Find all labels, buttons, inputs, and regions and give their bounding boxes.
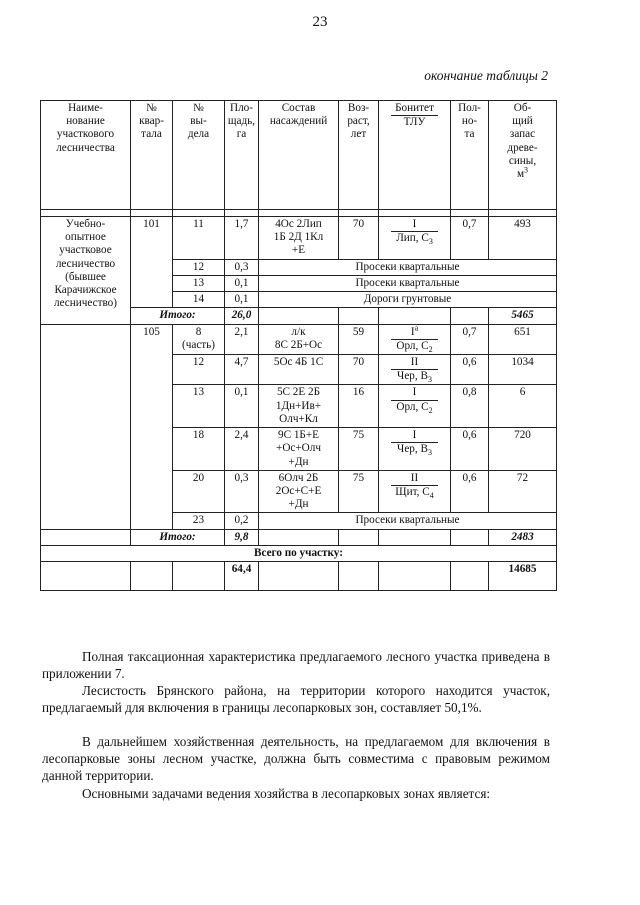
header-age: Воз- раст, лет <box>339 101 379 210</box>
table-row <box>41 324 557 354</box>
paragraph-1: Полная таксационная характеристика предлагаемого лесного участка приведена в приложении 7. <box>42 649 550 681</box>
stock-value: 493 <box>489 217 557 260</box>
land-note: Просеки квартальные <box>259 259 557 275</box>
stock-value: 72 <box>489 470 557 513</box>
plot-number: 11 <box>173 217 225 260</box>
bonitet-cell: I Лип, $С_3$ <box>379 217 451 260</box>
header-area: Пло- щадь, га <box>225 101 259 210</box>
subtotal-area: 26,0 <box>225 308 259 324</box>
composition: 5Ос 4Б 1С <box>259 354 339 384</box>
table-caption: окончание таблицы 2 <box>424 68 548 83</box>
composition: 5С 2Е 2Б 1Дн+Ив+ Олч+Кл <box>259 385 339 428</box>
plot-number: 13 <box>173 385 225 428</box>
age-value: 70 <box>339 354 379 384</box>
subtotal-area: 9,8 <box>225 529 259 545</box>
table-row <box>41 217 557 260</box>
plot-number: 12 <box>173 354 225 384</box>
density-value: 0,6 <box>451 470 489 513</box>
composition: 4Ос 2Лип 1Б 2Д 1Кл +Е <box>259 217 339 260</box>
density-value: 0,7 <box>451 324 489 354</box>
land-note: Просеки квартальные <box>259 513 557 529</box>
subtotal-stock: 5465 <box>489 308 557 324</box>
age-value: 75 <box>339 428 379 471</box>
subtotal-row <box>41 529 557 545</box>
composition: 9С 1Б+Е +Ос+Олч +Дн <box>259 428 339 471</box>
age-value: 16 <box>339 385 379 428</box>
land-note: Дороги грунтовые <box>259 292 557 308</box>
density-value: 0,6 <box>451 428 489 471</box>
header-plot: № вы- дела <box>173 101 225 210</box>
quarter-number: 105 <box>131 324 173 529</box>
plot-number: 18 <box>173 428 225 471</box>
header-quarter: № квар- тала <box>131 101 173 210</box>
area-value: 1,7 <box>225 217 259 260</box>
subtotal-label: Итого: <box>131 308 225 324</box>
bonitet-cell: I Чер, $В_3$ <box>379 428 451 471</box>
density-value: 0,7 <box>451 217 489 260</box>
header-composition: Состав насаждений <box>259 101 339 210</box>
density-value: 0,6 <box>451 354 489 384</box>
density-value: 0,8 <box>451 385 489 428</box>
forest-table <box>40 100 557 591</box>
composition: л/к 8С 2Б+Ос <box>259 324 339 354</box>
grand-total-row <box>41 562 557 591</box>
area-value: 0,3 <box>225 259 259 275</box>
bonitet-cell: II Чер, $В_3$ <box>379 354 451 384</box>
composition: 6Олч 2Б 2Ос+С+Е +Дн <box>259 470 339 513</box>
plot-number: 14 <box>173 292 225 308</box>
area-value: 2,4 <box>225 428 259 471</box>
area-value: 4,7 <box>225 354 259 384</box>
stock-value: 1034 <box>489 354 557 384</box>
area-value: 0,2 <box>225 513 259 529</box>
grand-total-area: 64,4 <box>225 562 259 591</box>
plot-number: 20 <box>173 470 225 513</box>
land-note: Просеки квартальные <box>259 275 557 291</box>
area-value: 0,1 <box>225 292 259 308</box>
area-value: 0,1 <box>225 385 259 428</box>
subtotal-stock: 2483 <box>489 529 557 545</box>
page-number: 23 <box>312 14 328 30</box>
quarter-number: 101 <box>131 217 173 308</box>
paragraph-3: В дальнейшем хозяйственная деятельность, на предлагаемом для включения в лесопарковые зоны лесном участке, должна быть совместима с правовым режимом данной территории. <box>42 734 550 783</box>
grand-total-label-row <box>41 545 557 561</box>
age-value: 59 <box>339 324 379 354</box>
bonitet-cell: II Щит, $С_4$ <box>379 470 451 513</box>
stock-value: 6 <box>489 385 557 428</box>
plot-number: 8 (часть) <box>173 324 225 354</box>
bonitet-cell: $I^а$ Орл, $С_2$ <box>379 324 451 354</box>
paragraph-4: Основными задачами ведения хозяйства в лесопарковых зонах является: <box>82 786 491 801</box>
header-stock: Об- щий запас древе- сины, $м^3$ <box>489 101 557 210</box>
subtotal-label: Итого: <box>131 529 225 545</box>
age-value: 70 <box>339 217 379 260</box>
plot-number: 23 <box>173 513 225 529</box>
header-row <box>41 101 557 210</box>
paragraph-2: Лесистость Брянского района, на территории которого находится участок, предлагаемый для включения в границы лесопарковых зон, составляет 50,1%. <box>42 683 550 715</box>
bonitet-cell: I Орл, $С_2$ <box>379 385 451 428</box>
grand-total-stock: 14685 <box>489 562 557 591</box>
header-bonitet: Бонитет ТЛУ <box>379 101 451 210</box>
gap-row <box>41 210 557 217</box>
area-value: 0,3 <box>225 470 259 513</box>
plot-number: 12 <box>173 259 225 275</box>
area-value: 0,1 <box>225 275 259 291</box>
plot-number: 13 <box>173 275 225 291</box>
stock-value: 651 <box>489 324 557 354</box>
header-density: Пол- но- та <box>451 101 489 210</box>
header-forestry: Наиме- нование участкового лесничества <box>41 101 131 210</box>
forestry-name: Учебно- опытное участковое лесничество (бывшее Карачижское лесничество) <box>41 217 131 325</box>
stock-value: 720 <box>489 428 557 471</box>
age-value: 75 <box>339 470 379 513</box>
grand-total-label: Всего по участку: <box>41 545 557 561</box>
area-value: 2,1 <box>225 324 259 354</box>
